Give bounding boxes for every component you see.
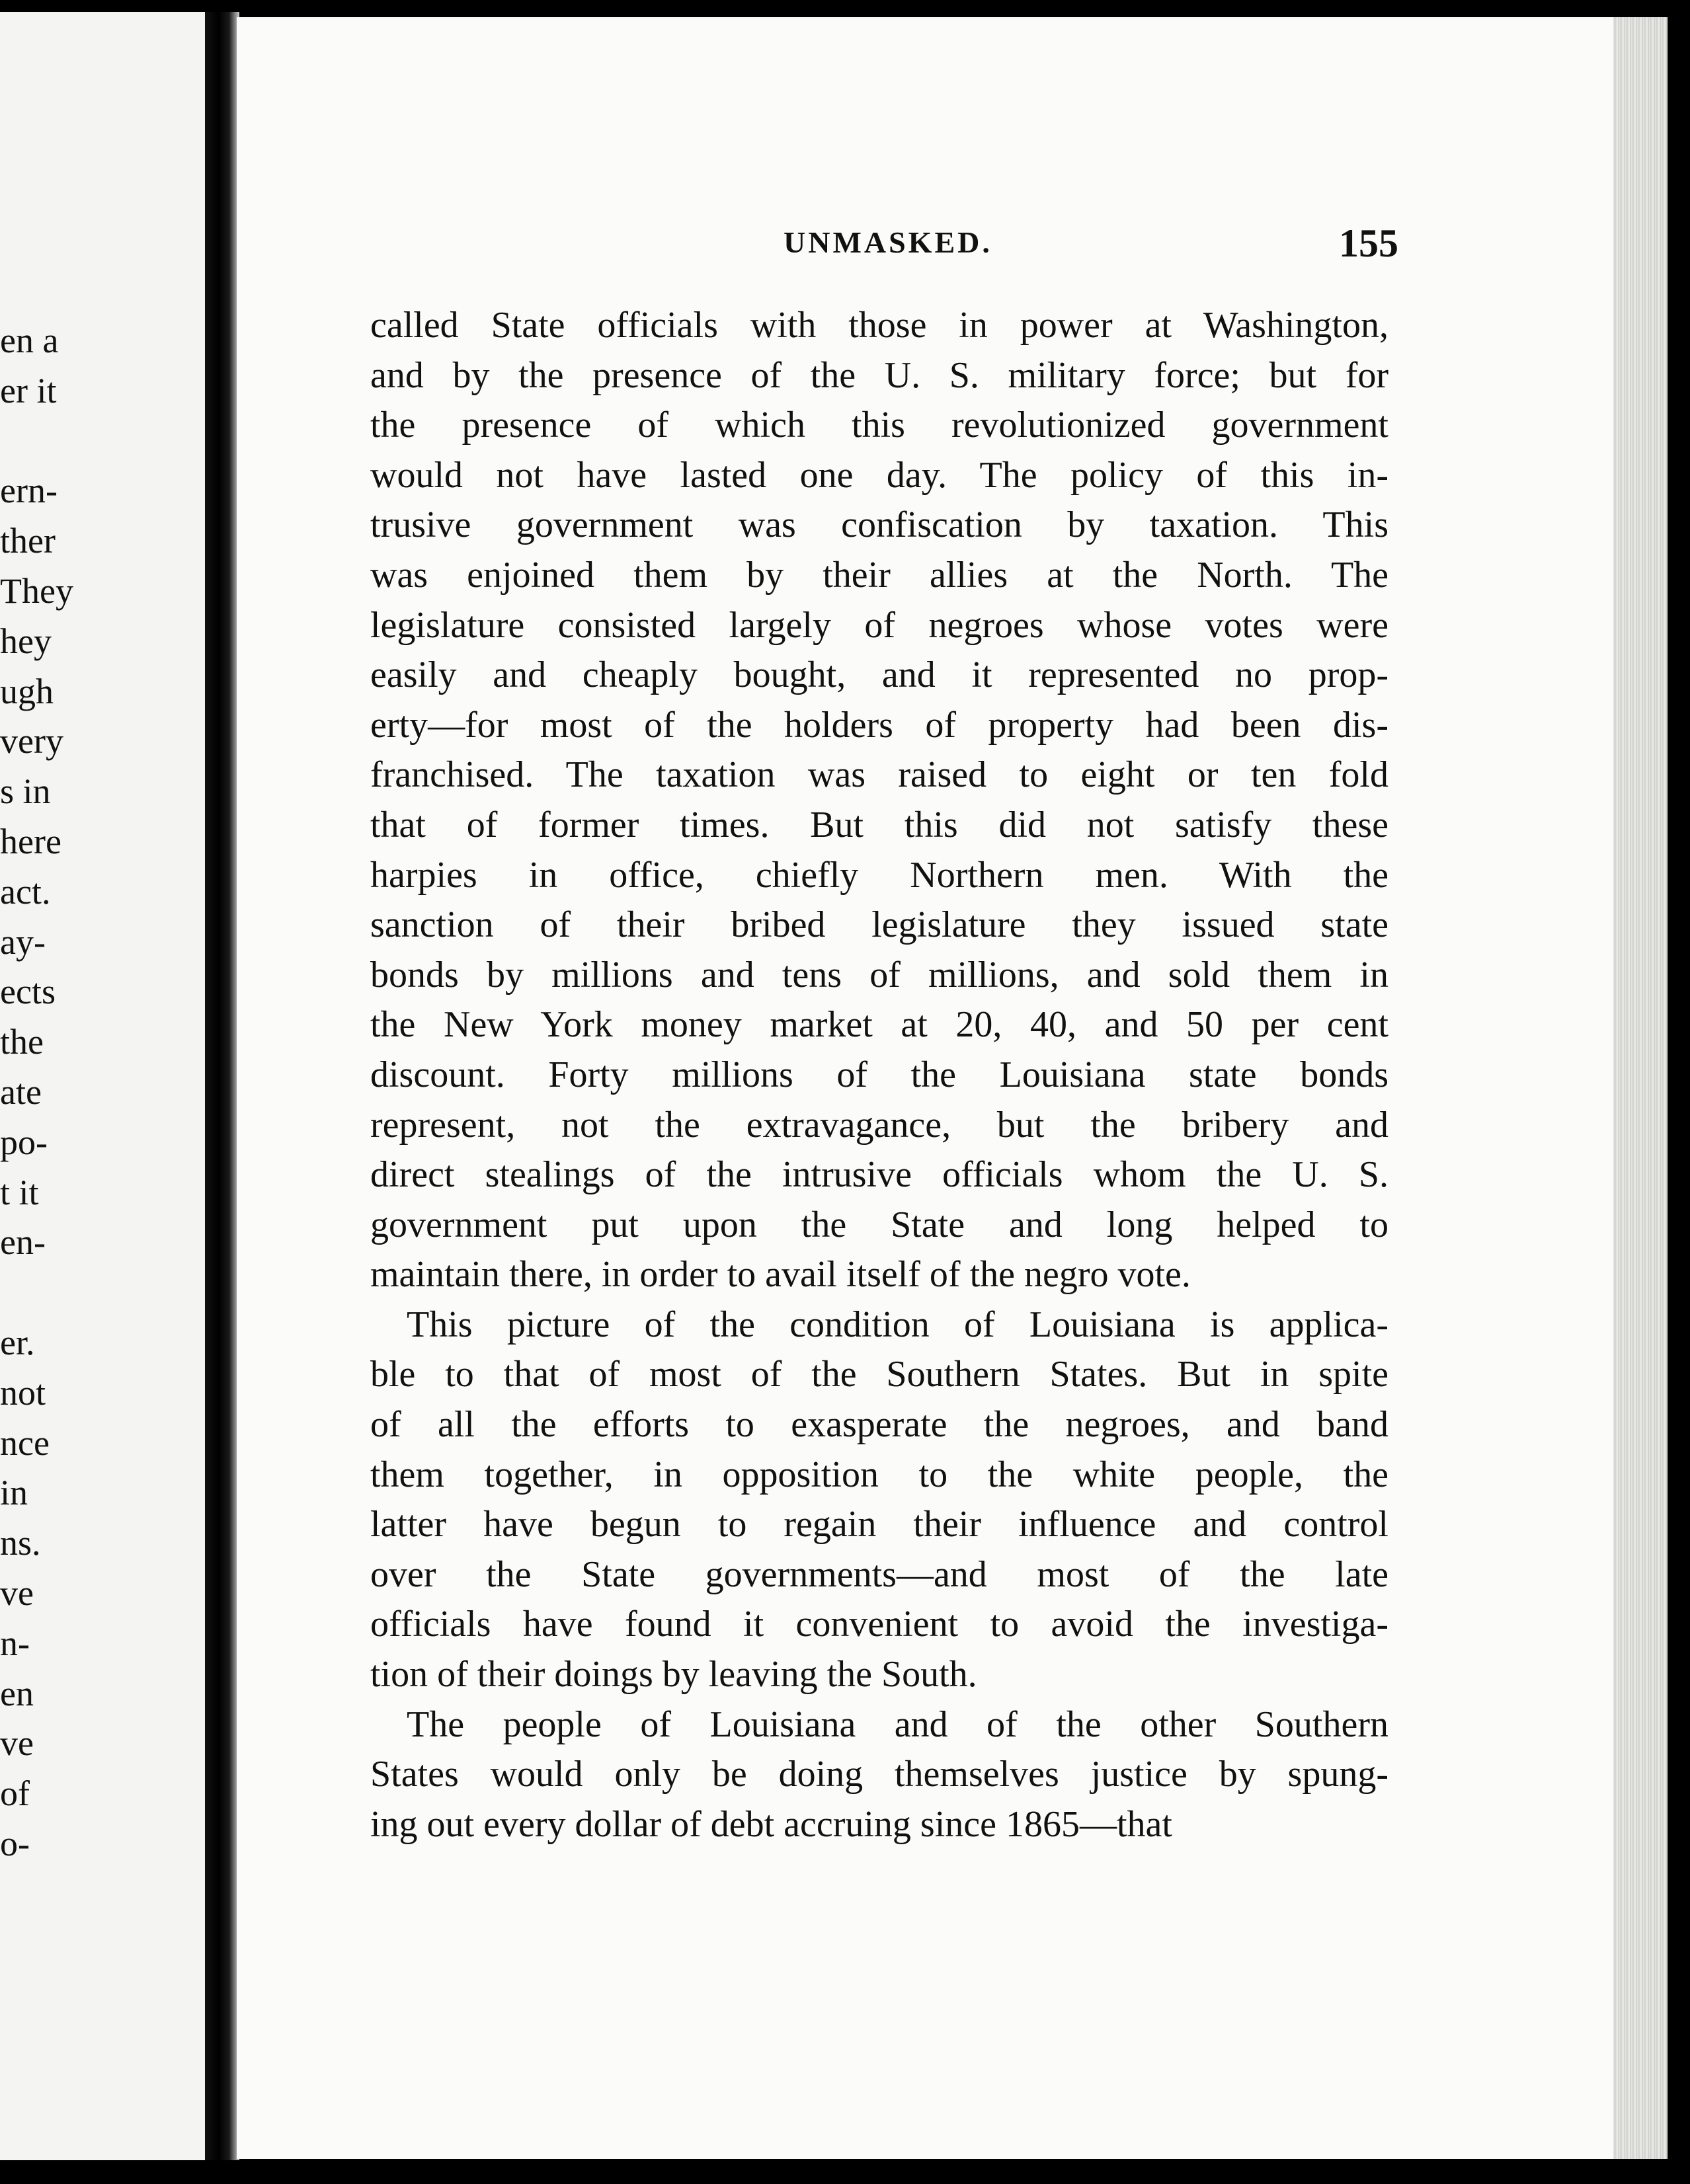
paragraph [370, 301, 1388, 1300]
left-page-fragment: very [0, 721, 63, 761]
text-line: was enjoined them by their allies at the North. The [370, 554, 1388, 596]
left-page-fragment: They [0, 570, 73, 611]
text-line: bonds by millions and tens of millions, and sold them in [370, 954, 1388, 995]
text-line: tion of their doings by leaving the South. [370, 1654, 977, 1696]
left-page-fragment: en- [0, 1222, 46, 1263]
text-line: discount. Forty millions of the Louisiana state bonds [370, 1054, 1388, 1095]
text-line: harpies in office, chiefly Northern men. With the [370, 854, 1388, 896]
left-page-fragment: ects [0, 972, 56, 1012]
text-line: and by the presence of the U. S. military force; but for [370, 354, 1388, 396]
text-line: easily and cheaply bought, and it represented no prop- [370, 654, 1388, 696]
text-line: of all the efforts to exasperate the negroes, and band [370, 1404, 1388, 1446]
left-page-fragment: in [0, 1473, 28, 1513]
left-page-fragment: t it [0, 1172, 39, 1212]
page-fore-edge [1613, 17, 1668, 2159]
left-page-fragment: ern- [0, 471, 58, 511]
text-line: direct stealings of the intrusive officials whom the U. S. [370, 1154, 1388, 1196]
text-line: over the State governments—and most of the late [370, 1553, 1388, 1595]
left-page-fragment: nce [0, 1423, 50, 1463]
text-line: government put upon the State and long helped to [370, 1204, 1388, 1245]
page-header [784, 221, 1398, 271]
text-line: would not have lasted one day. The policy of this in- [370, 454, 1388, 496]
left-page-fragment: er it [0, 370, 57, 410]
page-number: 155 [1339, 221, 1398, 265]
text-line: called State officials with those in power at Washington, [370, 305, 1388, 346]
left-page-fragment: not [0, 1372, 46, 1413]
left-page-fragment: of [0, 1774, 30, 1814]
left-page-fragment: ther [0, 521, 56, 561]
text-line: The people of Louisiana and of the other Southern [407, 1703, 1388, 1745]
text-line: sanction of their bribed legislature they issued state [370, 904, 1388, 946]
text-line: latter have begun to regain their influence and control [370, 1504, 1388, 1545]
left-page-fragment: ve [0, 1573, 34, 1613]
left-page-fragment: here [0, 821, 61, 861]
left-page-fragment [0, 1268, 86, 1318]
text-line: the New York money market at 20, 40, and 50 per cent [370, 1004, 1388, 1046]
book-gutter [205, 12, 239, 2160]
text-line: This picture of the condition of Louisiana is applica- [407, 1304, 1388, 1345]
left-page-fragment: s in [0, 771, 51, 812]
left-page-fragment: ay- [0, 921, 46, 962]
text-line: officials have found it convenient to avoid the investiga- [370, 1604, 1388, 1645]
left-page-text-fragments [0, 316, 86, 1869]
paragraph [370, 1700, 1388, 1850]
text-line: them together, in opposition to the white people, the [370, 1454, 1388, 1495]
paragraph [370, 1300, 1388, 1700]
text-line: that of former times. But this did not satisfy these [370, 804, 1388, 845]
left-page-fragment: en a [0, 321, 59, 360]
left-page-fragment: ve [0, 1723, 34, 1764]
body-text [370, 301, 1388, 1850]
text-line: trusive government was confiscation by taxation. This [370, 504, 1388, 546]
text-line: the presence of which this revolutionized government [370, 405, 1388, 446]
left-page-fragment: n- [0, 1623, 30, 1663]
left-page-fragment: the [0, 1022, 44, 1062]
left-page-fragment: hey [0, 621, 52, 661]
text-line: ble to that of most of the Southern States. But in spite [370, 1354, 1388, 1395]
text-line: represent, not the extravagance, but the bribery and [370, 1104, 1388, 1146]
running-head: UNMASKED. [784, 225, 992, 259]
left-page-fragment: ate [0, 1072, 42, 1112]
text-line: franchised. The taxation was raised to eight or ten fold [370, 754, 1388, 796]
text-line: maintain there, in order to avail itself of the negro vote. [370, 1254, 1191, 1296]
left-page-fragment: o- [0, 1823, 30, 1863]
left-page-fragment [0, 416, 86, 467]
text-line: States would only be doing themselves justice by spung- [370, 1754, 1388, 1795]
text-line: legislature consisted largely of negroes whose votes were [370, 604, 1388, 646]
text-line: erty—for most of the holders of property had been dis- [370, 704, 1388, 746]
left-page-fragment: ugh [0, 671, 54, 711]
left-page-fragment: er. [0, 1322, 35, 1362]
left-page [0, 12, 218, 2160]
left-page-fragment: ns. [0, 1523, 41, 1563]
left-page-fragment: po- [0, 1122, 48, 1162]
left-page-fragment: en [0, 1673, 34, 1713]
text-line: ing out every dollar of debt accruing since 1865—that [370, 1803, 1172, 1845]
left-page-fragment: act. [0, 871, 51, 912]
